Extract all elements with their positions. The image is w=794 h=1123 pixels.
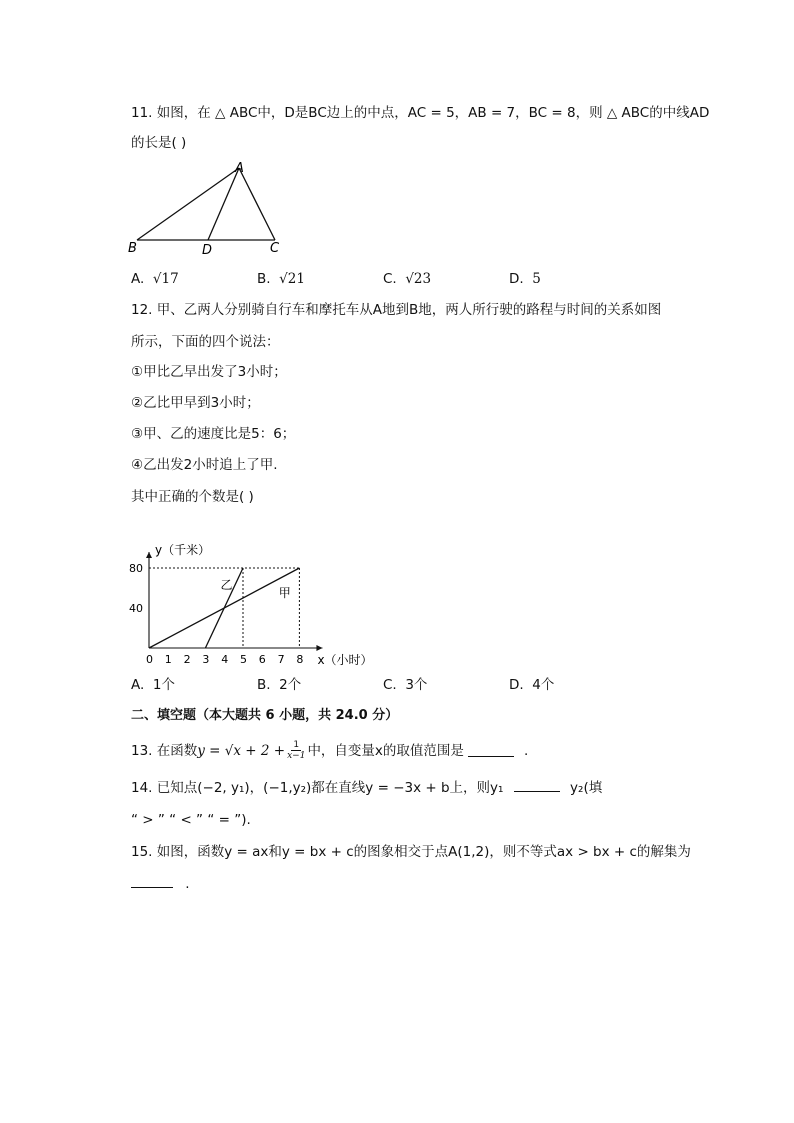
y-axis-title: y（千米） <box>155 543 211 557</box>
q11-option-a[interactable]: A. √17 <box>131 271 179 287</box>
q15-end: . <box>185 876 190 892</box>
y-tick-label: 40 <box>129 602 143 615</box>
q13-prefix: 13. 在函数 <box>131 742 198 759</box>
x-tick-label: 1 <box>164 653 172 666</box>
q11-option-b[interactable]: B. √21 <box>257 271 305 287</box>
q12-statement-4: ④乙出发2小时追上了甲. <box>131 457 278 473</box>
triangle-figure <box>125 160 295 260</box>
x-tick-label: 6 <box>258 653 266 666</box>
x-tick-label: 0 <box>146 653 153 666</box>
x-axis-title: x（小时） <box>317 653 373 667</box>
y-tick-label: 80 <box>129 562 143 575</box>
label-B: B <box>128 241 137 256</box>
series-label-2: 乙 <box>220 578 233 592</box>
x-tick-label: 8 <box>296 653 304 666</box>
q15-stem-line2 <box>131 874 190 894</box>
x-tick-label: 5 <box>240 653 247 666</box>
q13-frac-den: x−1 <box>287 751 306 761</box>
q13-end: . <box>523 742 529 759</box>
q14-prefix: 14. 已知点(−2, y₁)，(−1,y₂)都在直线y = −3x + b上，则y₁ <box>131 780 504 796</box>
q14-answer-blank[interactable] <box>514 779 560 792</box>
x-tick-label: 7 <box>277 653 285 666</box>
q12-option-b[interactable]: B. 2个 <box>257 677 302 693</box>
q13-stem <box>131 740 528 761</box>
q15-stem-line1: 15. 如图，函数y = ax和y = bx + c的图象相交于点A(1,2)，则不等式ax > bx + c的解集为 <box>131 844 691 860</box>
q12-option-a[interactable]: A. 1个 <box>131 677 175 693</box>
q11-option-c[interactable]: C. √23 <box>383 271 432 287</box>
q13-suffix: 中，自变量x的取值范围是 <box>307 742 464 759</box>
q12-option-d[interactable]: D. 4个 <box>509 677 555 693</box>
q12-statement-1: ①甲比乙早出发了3小时； <box>131 364 287 380</box>
q12-option-c[interactable]: C. 3个 <box>383 677 428 693</box>
x-axis-arrow <box>316 645 322 651</box>
q15-answer-blank[interactable] <box>131 875 173 888</box>
section-heading: 二、填空题（本大题共 6 小题，共 24.0 分） <box>131 708 399 723</box>
q14-suffix: y₂(填 <box>570 780 603 796</box>
label-C: C <box>270 241 280 256</box>
q13-frac-num: 1 <box>293 740 300 750</box>
q12-statement-3: ③甲、乙的速度比是5：6； <box>131 426 296 442</box>
q11-stem-line1: 11. 如图，在 △ ABC中，D是BC边上的中点，AC = 5，AB = 7，BC = 8，则 △ ABC的中线AD <box>131 105 710 121</box>
y-axis-arrow <box>146 552 152 558</box>
series-label-1: 甲 <box>278 586 291 600</box>
q13-formula: y = √x + 2 + <box>197 742 286 759</box>
q13-fraction <box>287 740 305 761</box>
x-tick-label: 3 <box>202 653 210 666</box>
q12-statement-2: ②乙比甲早到3小时； <box>131 395 260 411</box>
q11-stem-line2: 的长是( ) <box>131 135 187 151</box>
q11-option-d[interactable]: D. 5 <box>509 271 541 287</box>
q12-ask: 其中正确的个数是( ) <box>131 489 254 505</box>
q13-answer-blank[interactable] <box>468 744 514 757</box>
q14-stem-line2: “ > ” “ < ” “ = ”). <box>131 812 251 828</box>
label-A: A <box>235 161 244 176</box>
x-tick-label: 4 <box>221 653 229 666</box>
distance-time-chart <box>120 538 390 673</box>
q14-stem-line1 <box>131 778 602 798</box>
x-tick-label: 2 <box>183 653 191 666</box>
q12-stem-line2: 所示，下面的四个说法： <box>131 334 280 350</box>
q12-stem-line1: 12. 甲、乙两人分别骑自行车和摩托车从A地到B地，两人所行驶的路程与时间的关系如图 <box>131 302 662 318</box>
label-D: D <box>202 243 213 258</box>
